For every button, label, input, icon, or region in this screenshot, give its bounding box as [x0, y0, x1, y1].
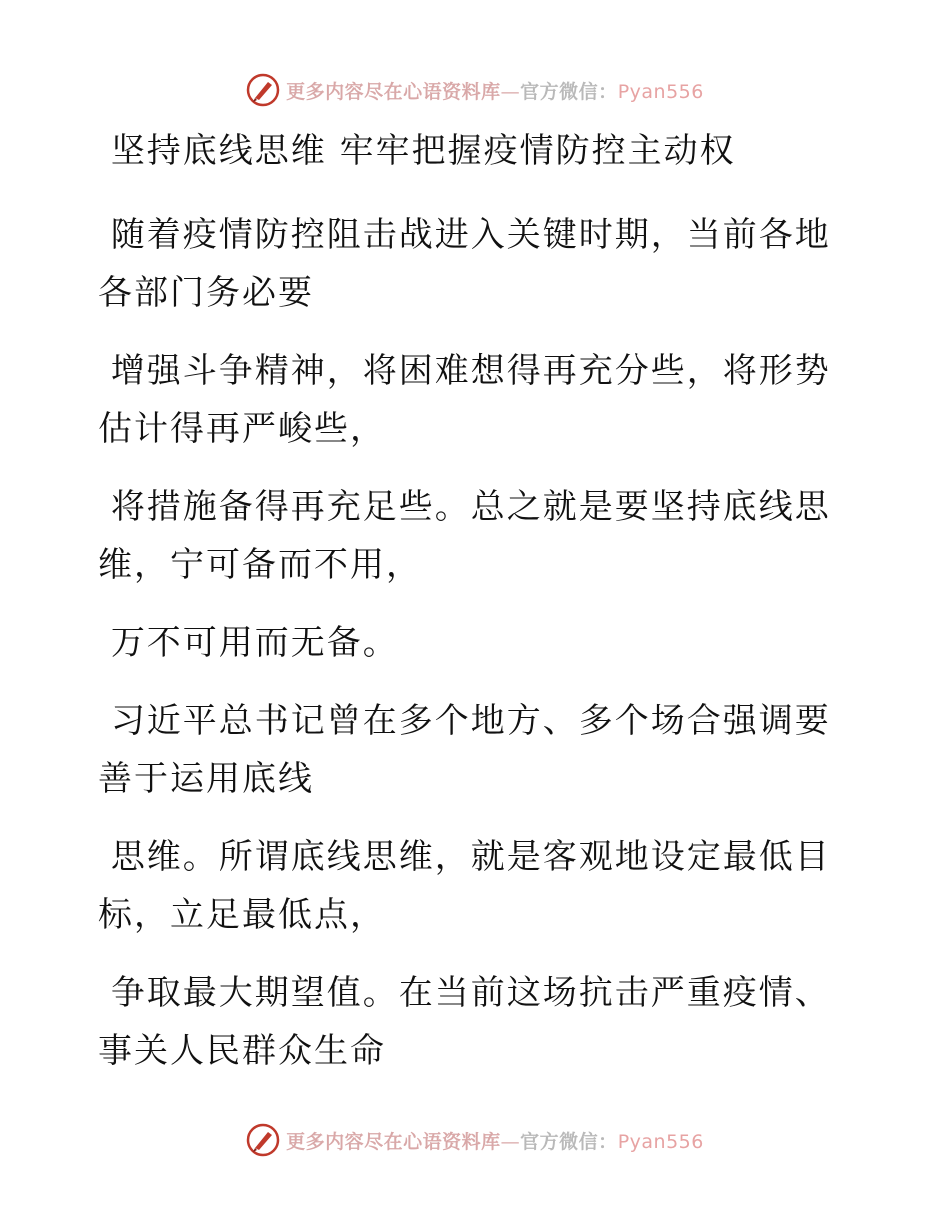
- watermark-label: 官方微信：: [520, 80, 618, 103]
- paragraph-2: 增强斗争精神，将困难想得再充分些，将形势估计得再严峻些，: [98, 351, 831, 449]
- watermark-label: 官方微信：: [520, 1130, 618, 1153]
- paragraph-6: 思维。所谓底线思维，就是客观地设定最低目标，立足最低点，: [98, 837, 831, 935]
- footer-watermark: [0, 1120, 950, 1160]
- paragraph-1: 随着疫情防控阻击战进入关键时期，当前各地各部门务必要: [98, 215, 831, 313]
- watermark-dash: —: [500, 1130, 521, 1153]
- quill-pen-icon: [246, 73, 280, 107]
- paragraph-4: 万不可用而无备。: [98, 623, 399, 663]
- watermark-main: 更多内容尽在心语资料库: [286, 1130, 501, 1153]
- watermark-dash: —: [500, 80, 521, 103]
- document-title: 坚持底线思维 牢牢把握疫情防控主动权: [98, 131, 736, 171]
- watermark-id: Pyan556: [617, 1130, 704, 1153]
- paragraph-5: 习近平总书记曾在多个地方、多个场合强调要善于运用底线: [98, 701, 831, 799]
- header-watermark: [0, 70, 950, 110]
- watermark-main: 更多内容尽在心语资料库: [286, 80, 501, 103]
- watermark-text: [286, 77, 704, 104]
- paragraph-7: 争取最大期望值。在当前这场抗击严重疫情、事关人民群众生命: [98, 973, 831, 1071]
- paragraph-3: 将措施备得再充足些。总之就是要坚持底线思维，宁可备而不用，: [98, 487, 831, 585]
- watermark-id: Pyan556: [617, 80, 704, 103]
- quill-pen-icon: [246, 1123, 280, 1157]
- document-body: [98, 122, 838, 1100]
- watermark-text: [286, 1127, 704, 1154]
